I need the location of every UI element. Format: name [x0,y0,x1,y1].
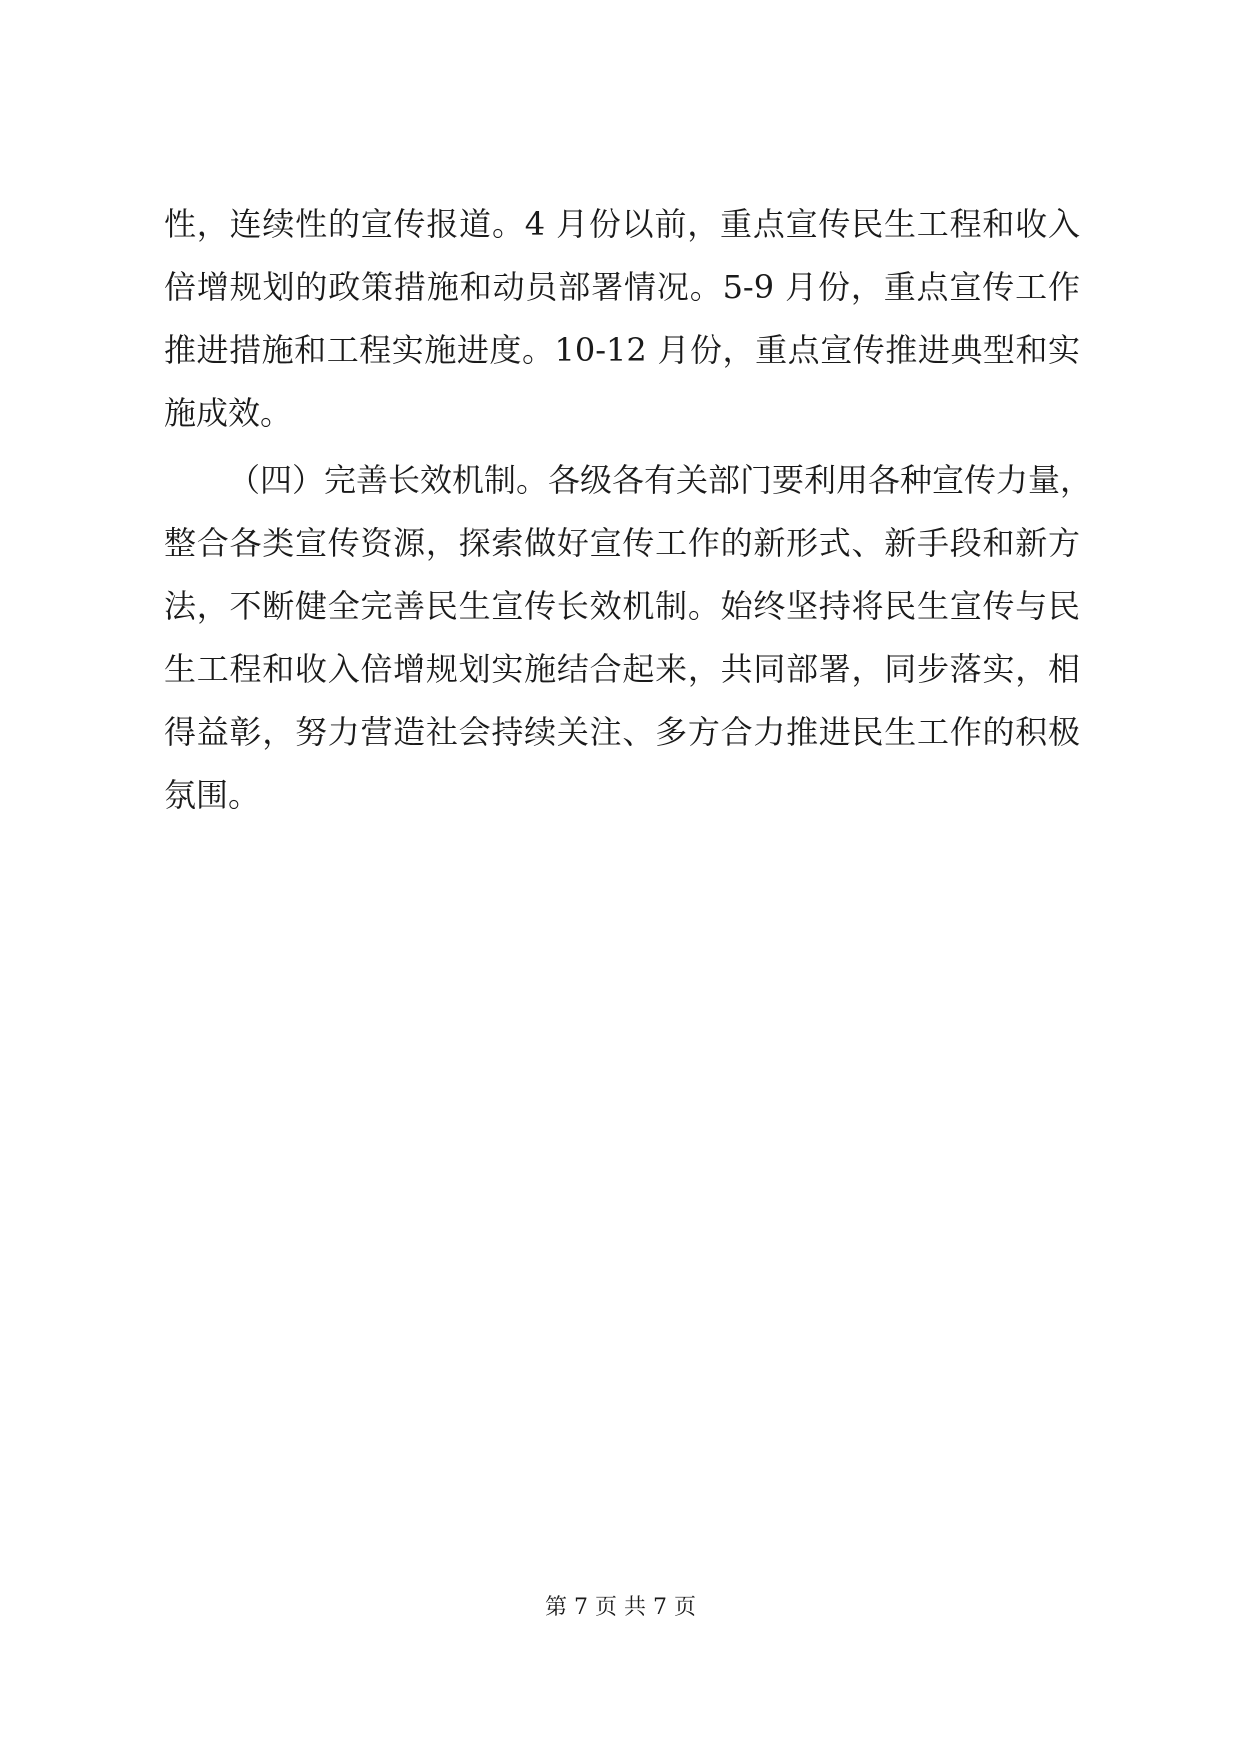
paragraph-2-line-3: 法，不断健全完善民生宣传长效机制。始终坚持将民生宣传与民 [164,587,1080,625]
paragraph-2-line-5: 得益彰，努力营造社会持续关注、多方合力推进民生工作的积极 [164,713,1080,751]
paragraph-2-line-1: （四）完善长效机制。各级各有关部门要利用各种宣传力量， [228,461,1093,499]
paragraph-line-4: 施成效。 [164,394,293,432]
paragraph-line-1: 性，连续性的宣传报道。4 月份以前，重点宣传民生工程和收入 [164,205,1080,243]
paragraph-2-line-4: 生工程和收入倍增规划实施结合起来，共同部署，同步落实，相 [164,650,1080,688]
paragraph-line-2: 倍增规划的政策措施和动员部署情况。5-9 月份，重点宣传工作 [164,268,1080,306]
paragraph-line-3: 推进措施和工程实施进度。10-12 月份，重点宣传推进典型和实 [164,331,1080,369]
paragraph-2-line-6: 氛围。 [164,776,261,814]
paragraph-2-line-2: 整合各类宣传资源，探索做好宣传工作的新形式、新手段和新方 [164,524,1080,562]
page-number-footer: 第 7 页 共 7 页 [545,1595,696,1620]
